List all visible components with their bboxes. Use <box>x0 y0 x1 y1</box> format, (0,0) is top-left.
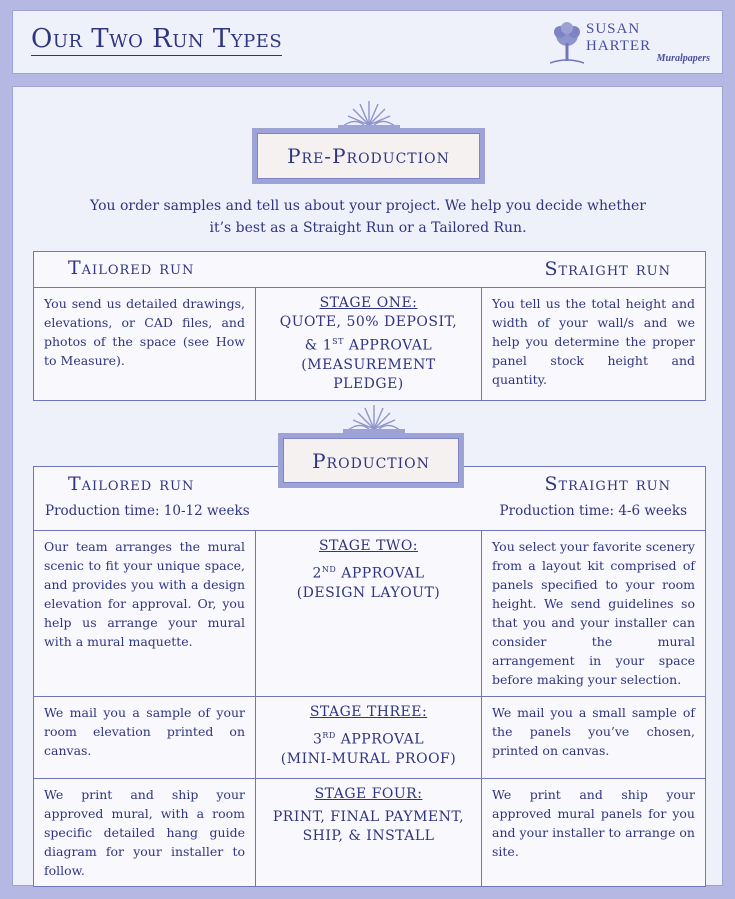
ordinal-suffix: ST <box>332 337 344 346</box>
table-row <box>34 779 706 887</box>
logo-line-2: HARTER <box>586 38 652 54</box>
tree-icon <box>550 21 584 69</box>
intro-line-2: it’s best as a Straight Run or a Tailored Run. <box>209 220 527 236</box>
stage-title: STAGE THREE: <box>309 704 428 720</box>
intro-text <box>73 195 663 239</box>
table-row <box>34 288 706 401</box>
ordinal-suffix: ND <box>321 565 337 574</box>
stage-line <box>266 726 471 750</box>
straight-description: You select your favorite scenery from a layout kit comprised of panels specified to your room height. We send guidelines so that you and your installer can consider the mural arrangement in your space before making your selection. <box>482 531 706 697</box>
stage-line: SHIP, & INSTALL <box>302 828 435 844</box>
palmette-icon <box>334 95 404 129</box>
stage-line <box>266 332 471 356</box>
table-row <box>34 697 706 779</box>
logo <box>550 19 710 71</box>
stage-two-cell <box>256 531 482 697</box>
stage-title: STAGE ONE: <box>319 295 418 311</box>
stage-line-prefix: & 1 <box>304 337 333 354</box>
palmette-icon <box>339 399 409 433</box>
stage-number: 2 <box>312 565 322 582</box>
straight-description: We mail you a small sample of the panels you’ve chosen, printed on canvas. <box>482 697 706 779</box>
straight-production-time: Production time: 4-6 weeks <box>499 503 687 519</box>
stage-four-cell <box>256 779 482 887</box>
production-plaque <box>278 433 464 488</box>
stage-title: STAGE FOUR: <box>314 786 423 802</box>
straight-run-title: Straight run <box>544 258 671 280</box>
tailored-description: You send us detailed drawings, elevations, or CAD files, and photos of the space (see How to Measure). <box>34 288 256 401</box>
stage-line: PRINT, FINAL PAYMENT, <box>272 809 465 825</box>
logo-line-1: SUSAN <box>586 21 641 37</box>
header-bar <box>12 10 723 74</box>
stage-line-suffix: APPROVAL <box>336 565 425 582</box>
stage-line: (DESIGN LAYOUT) <box>296 584 441 601</box>
straight-run-title: Straight run <box>544 473 671 495</box>
stage-line: (MINI-MURAL PROOF) <box>280 750 457 767</box>
table-row <box>34 531 706 697</box>
main-panel <box>12 86 723 886</box>
page-title: Our Two Run Types <box>31 24 283 54</box>
tailored-description: Our team arranges the mural scenic to fit your unique space, and provides you with a design elevation for approval. Or, you help us arrange your mural with a mural maquette. <box>34 531 256 697</box>
ordinal-suffix: RD <box>322 731 336 740</box>
logo-line-3: Muralpapers <box>656 53 710 64</box>
table-header-row <box>34 252 706 288</box>
tailored-production-time: Production time: 10-12 weeks <box>45 503 250 519</box>
tailored-run-title: Tailored run <box>68 473 195 495</box>
stage-line-suffix: APPROVAL <box>335 731 425 748</box>
stage-line-suffix: APPROVAL <box>343 337 433 354</box>
tailored-run-title: Tailored run <box>68 257 195 279</box>
tailored-description: We mail you a sample of your room elevation printed on canvas. <box>34 697 256 779</box>
production-table <box>33 466 706 887</box>
pre-production-label: Pre-Production <box>257 133 480 179</box>
pre-production-plaque <box>252 128 485 184</box>
stage-three-cell <box>256 697 482 779</box>
stage-one-cell <box>256 288 482 401</box>
stage-title: STAGE TWO: <box>318 538 419 554</box>
pre-production-table <box>33 251 706 401</box>
tailored-description: We print and ship your approved mural, with a room specific detailed hang guide diagram for your installer to follow. <box>34 779 256 887</box>
production-label: Production <box>283 438 459 483</box>
intro-line-1: You order samples and tell us about your project. We help you decide whether <box>90 198 646 214</box>
stage-line <box>266 560 471 584</box>
straight-description: We print and ship your approved mural panels for you and your installer to arrange on site. <box>482 779 706 887</box>
stage-line: (MEASUREMENT PLEDGE) <box>301 356 436 392</box>
straight-description: You tell us the total height and width of your wall/s and we help you determine the proper panel stock height and quantity. <box>482 288 706 401</box>
stage-number: 3 <box>312 731 323 748</box>
stage-line: QUOTE, 50% DEPOSIT, <box>279 314 458 330</box>
